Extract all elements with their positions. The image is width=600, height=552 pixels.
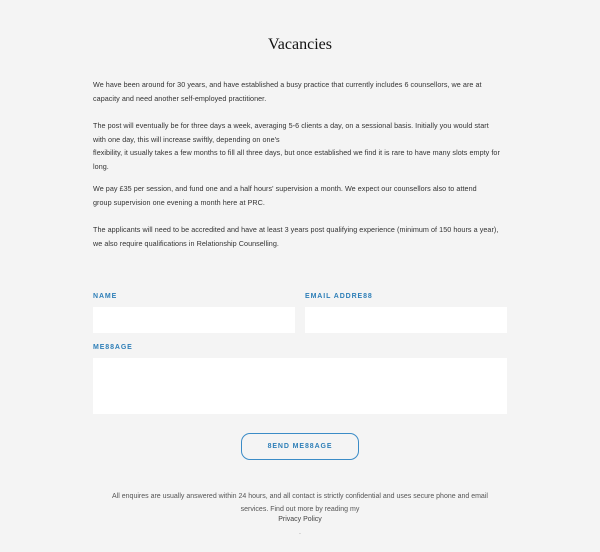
paragraph-line: We pay £35 per session, and fund one and a half hours' supervision a month. We expect our counsellors also to attend [93, 184, 477, 193]
footer-notice-line: services. Find out more by reading my [240, 506, 360, 513]
post-details-paragraph [93, 119, 518, 173]
intro-paragraph [93, 78, 518, 105]
paragraph-line: The applicants will need to be accredited and have at least 3 years post qualifying experience (minimum of 150 hours a year), [93, 225, 499, 234]
privacy-policy-link[interactable]: Privacy Policy [278, 516, 322, 523]
paragraph-line: long. [93, 161, 109, 171]
requirements-paragraph [93, 223, 518, 250]
name-label: NAME [93, 293, 118, 300]
page-title: Vacancies [268, 36, 332, 53]
footer-trailing-dot: . [299, 529, 301, 536]
paragraph-line: we also require qualifications in Relationship Counselling. [93, 238, 279, 248]
paragraph-line: We have been around for 30 years, and have established a busy practice that currently includes 6 counsellors, we are at [93, 80, 482, 89]
pay-paragraph [93, 182, 518, 209]
footer-notice [90, 490, 510, 516]
send-message-button[interactable]: 8END ME88AGE [241, 433, 359, 460]
paragraph-line: capacity and need another self-employed practitioner. [93, 93, 267, 103]
paragraph-line: group supervision one evening a month here at PRC. [93, 197, 265, 207]
paragraph-line: flexibility, it usually takes a few months to fill all three days, but once established we find it is rare to have many slots empty for [93, 148, 500, 157]
message-textarea[interactable] [93, 358, 507, 414]
paragraph-line: with one day, this will increase swiftly, depending on one's [93, 134, 280, 144]
message-label: ME88AGE [93, 344, 133, 351]
name-input[interactable] [93, 307, 295, 333]
email-label: EMAIL ADDRE88 [305, 293, 373, 300]
email-input[interactable] [305, 307, 507, 333]
paragraph-line: The post will eventually be for three days a week, averaging 5-6 clients a day, on a sessional basis. Initially you would start [93, 121, 489, 130]
footer-notice-line: All enquires are usually answered within 24 hours, and all contact is strictly confidential and uses secure phone and email [112, 493, 488, 500]
